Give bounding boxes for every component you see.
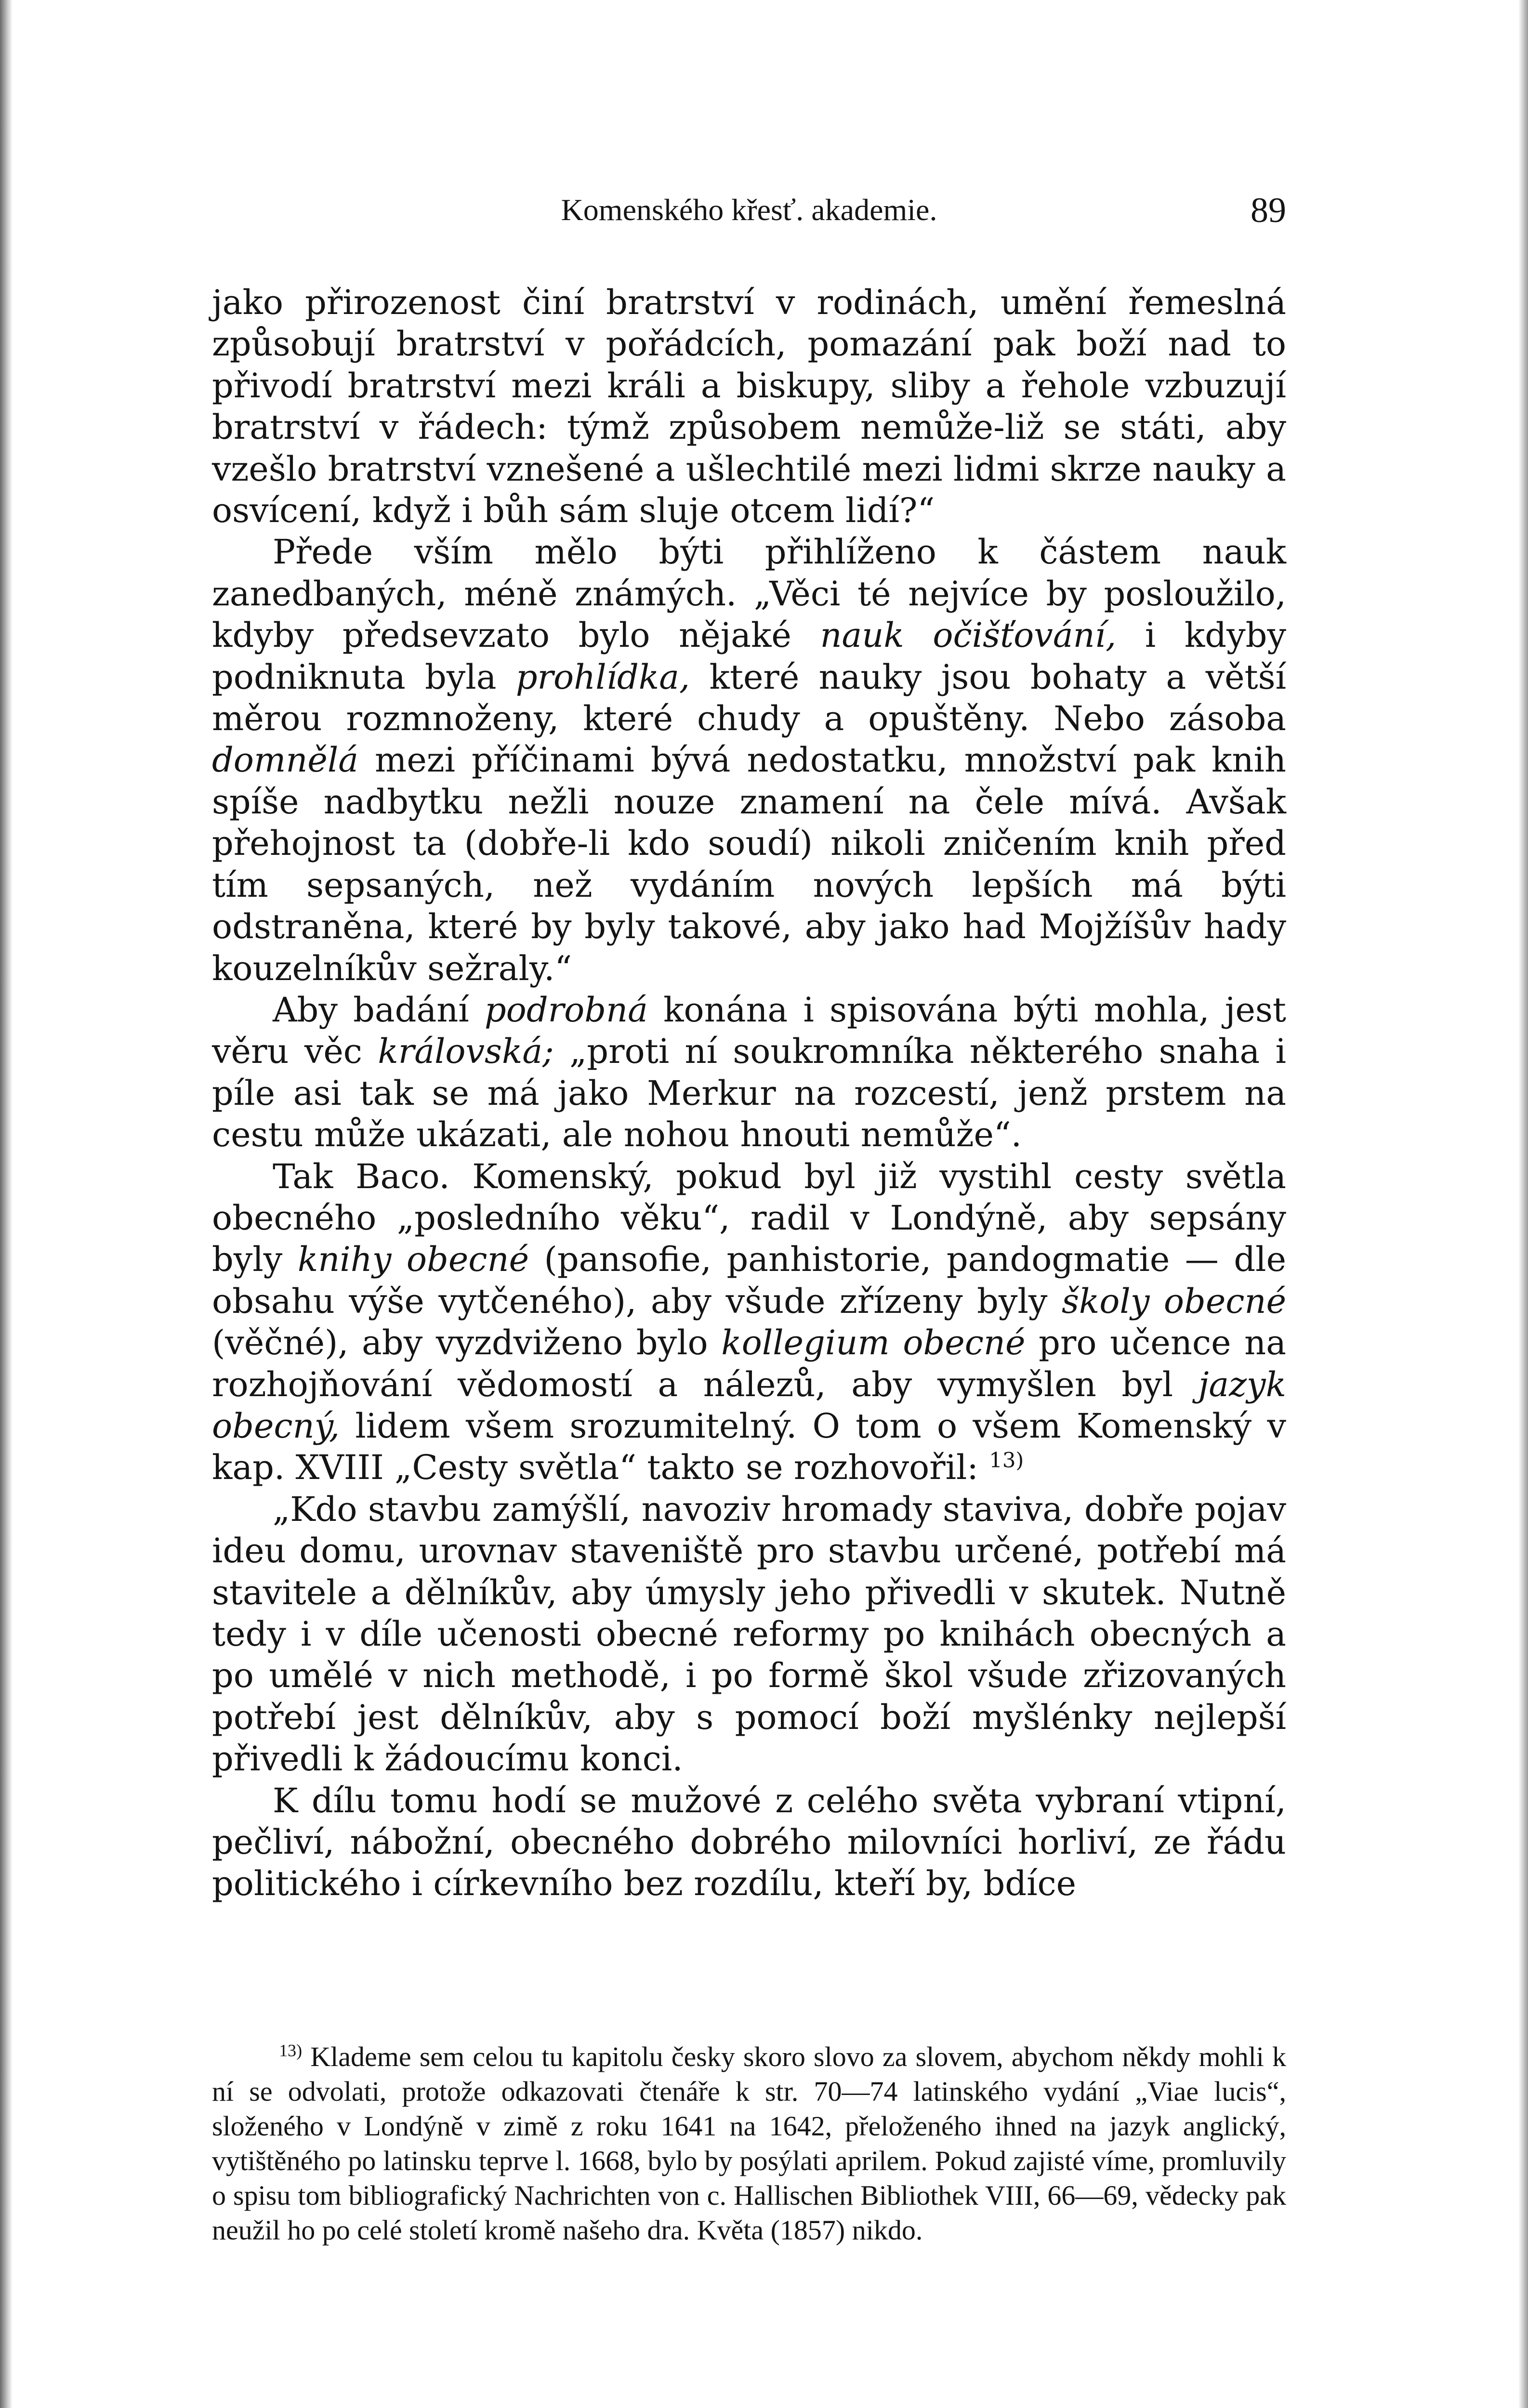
- emphasis: domnělá: [212, 740, 358, 780]
- page-edge-right: [1518, 0, 1528, 2408]
- emphasis: podrobná: [484, 990, 648, 1030]
- text-run: mezi příčinami bývá nedostatku, množství pak knih spíše nadbytku nežli nouze znamení na čele mívá. Avšak přehojnost ta (dobře-li kdo soudí) nikoli zničením knih před tím sepsaných, než vydáním nových lepších má býti odstraněna, které by byly takové, aby jako had Mojžíšův hady kouzelníkův sežraly.“: [212, 740, 1286, 988]
- text-run: (pansofie, panhistorie, pandogmatie — dle obsahu výše vytčeného), aby všude zřízeny byly: [212, 1240, 1286, 1321]
- footnote-13: [212, 2040, 1286, 2248]
- paragraph-5: „Kdo stavbu zamýšlí, navoziv hromady staviva, dobře pojav ideu domu, urovnav staveniště pro stavbu určené, potřebí má stavitele a dělníkův, aby úmysly jeho přivedli v skutek. Nutně tedy i v díle učenosti obecné reformy po knihách obecných a po umělé v nich methodě, i po formě škol všude zřizovaných potřebí jest dělníkův, aby s pomocí boží myšlénky nejlepší přivedli k žádoucímu konci.: [212, 1489, 1286, 1779]
- paragraph-4: [212, 1156, 1286, 1489]
- footnotes: [212, 2040, 1286, 2248]
- emphasis: nauk očišťování,: [820, 615, 1117, 655]
- text-run: lidem všem srozumitelný. O tom o všem Komenský v kap. XVIII „Cesty světla“ takto se rozhovořil:: [212, 1406, 1286, 1488]
- footnote-text: Klademe sem celou tu kapitolu česky skoro slovo za slovem, abychom někdy mohli k ní se odvolati, protože odkazovati čtenáře k str. 70—74 latinského vydání „Viae lucis“, složeného v Londýně v zimě z roku 1641 na 1642, přeloženého ihned na jazyk anglický, vytištěného po latinsku teprve l. 1668, bylo by posýlati aprilem. Pokud zajisté víme, promluvily o spisu tom bibliografický Nachrichten von c. Hallischen Bibliothek VIII, 66—69, vědecky pak neužil ho po celé století kromě našeho dra. Květa (1857) nikdo.: [212, 2041, 1286, 2246]
- page-edge-shadow: [0, 0, 13, 2408]
- running-title: Komenského křesť. akademie.: [561, 193, 937, 227]
- page-number: 89: [1251, 191, 1286, 230]
- paragraph-1: jako přirozenost činí bratrství v rodinách, umění řemeslná způsobují bratrství v pořádcích, pomazání pak boží nad to přivodí bratrství mezi králi a biskupy, sliby a řehole vzbuzují bratrství v řádech: týmž způsobem nemůže-liž se státi, aby vzešlo bratrství vznešené a ušlechtilé mezi lidmi skrze nauky a osvícení, když i bůh sám sluje otcem lidí?“: [212, 283, 1286, 531]
- text-run: Přede vším mělo býti přihlíženo k částem nauk zanedbaných, méně známých. „Věci té nejvíce by posloužilo, kdyby předsevzato bylo nějaké: [212, 532, 1286, 655]
- footnote-ref[interactable]: 13): [989, 1449, 1024, 1473]
- text-run: „proti ní soukromníka některého snaha i píle asi tak se má jako Merkur na rozcestí, jenž prstem na cestu může ukázati, ale nohou hnouti nemůže“.: [212, 1032, 1286, 1155]
- main-text: [212, 282, 1286, 1905]
- text-run: Aby badání: [273, 990, 485, 1030]
- text-run: které nauky jsou bohaty a větší měrou rozmnoženy, které chudy a opuštěny. Nebo zásoba: [212, 657, 1286, 739]
- emphasis: královská;: [378, 1032, 554, 1072]
- footnote-marker: 13): [279, 2041, 303, 2060]
- emphasis: prohlídka,: [515, 657, 690, 697]
- emphasis: jazyk obecný,: [212, 1364, 1286, 1446]
- emphasis: kollegium obecné: [721, 1323, 1026, 1363]
- text-run: pro učence na rozhojňování vědomostí a nálezů, aby vymyšlen byl: [212, 1323, 1286, 1404]
- text-run: Tak Baco. Komenský, pokud byl již vystihl cesty světla obecného „posledního věku“, radil v Londýně, aby sepsány byly: [212, 1156, 1286, 1280]
- text-run: i kdyby podniknuta byla: [212, 615, 1286, 697]
- paragraph-2: [212, 531, 1286, 989]
- text-run: konána i spisována býti mohla, jest věru věc: [212, 990, 1286, 1072]
- emphasis: knihy obecné: [297, 1240, 529, 1280]
- emphasis: školy obecné: [1061, 1281, 1286, 1321]
- running-head: [212, 190, 1286, 238]
- paragraph-3: [212, 989, 1286, 1156]
- paragraph-6: K dílu tomu hodí se mužové z celého světa vybraní vtipní, pečliví, nábožní, obecného dobrého milovníci horliví, ze řádu politického i církevního bez rozdílu, kteří by, bdíce: [212, 1780, 1286, 1904]
- text-run: (věčné), aby vyzdviženo bylo: [212, 1323, 722, 1363]
